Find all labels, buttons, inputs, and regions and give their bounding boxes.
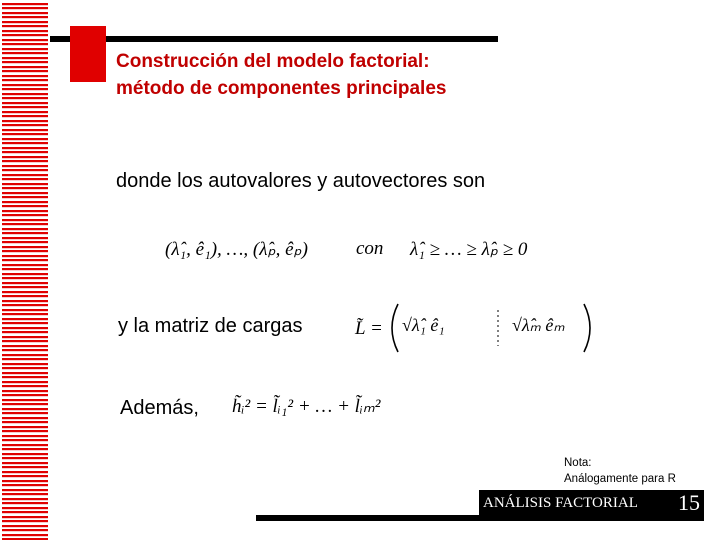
- title-line-2: método de componentes principales: [116, 78, 447, 99]
- stripe-line: [2, 147, 48, 149]
- stripe-line: [2, 430, 48, 432]
- stripe-line: [2, 48, 48, 50]
- stripe-line: [2, 124, 48, 126]
- stripe-line: [2, 507, 48, 509]
- stripe-line: [2, 88, 48, 90]
- note-line-2: Análogamente para R: [564, 473, 676, 485]
- stripe-line: [2, 300, 48, 302]
- stripe-line: [2, 372, 48, 374]
- stripe-line: [2, 367, 48, 369]
- stripe-line: [2, 390, 48, 392]
- stripe-line: [2, 160, 48, 162]
- autovalores-text: donde los autovalores y autovectores son: [116, 170, 486, 192]
- stripe-line: [2, 228, 48, 230]
- stripe-line: [2, 151, 48, 153]
- stripe-line: [2, 457, 48, 459]
- stripe-line: [2, 34, 48, 36]
- stripe-line: [2, 511, 48, 513]
- stripe-line: [2, 75, 48, 77]
- stripe-line: [2, 196, 48, 198]
- stripe-line: [2, 210, 48, 212]
- stripe-line: [2, 120, 48, 122]
- stripe-line: [2, 268, 48, 270]
- stripe-line: [2, 30, 48, 32]
- title-line-1: Construcción del modelo factorial:: [116, 51, 430, 72]
- stripe-line: [2, 345, 48, 347]
- matriz-text: y la matriz de cargas: [118, 315, 303, 337]
- stripe-line: [2, 336, 48, 338]
- loadings-column-1: √λ̂₁ ê₁: [402, 315, 445, 335]
- stripe-line: [2, 444, 48, 446]
- stripe-line: [2, 3, 48, 5]
- stripe-line: [2, 250, 48, 252]
- stripe-line: [2, 475, 48, 477]
- stripe-line: [2, 255, 48, 257]
- stripe-line: [2, 295, 48, 297]
- stripe-line: [2, 282, 48, 284]
- stripe-line: [2, 331, 48, 333]
- formula-con: con: [356, 238, 384, 259]
- stripe-line: [2, 417, 48, 419]
- stripe-line: [2, 484, 48, 486]
- stripe-line: [2, 426, 48, 428]
- stripe-line: [2, 304, 48, 306]
- stripe-line: [2, 489, 48, 491]
- top-rule: [50, 36, 498, 42]
- bottom-rule: [256, 515, 704, 521]
- stripe-line: [2, 327, 48, 329]
- stripe-line: [2, 169, 48, 171]
- stripe-line: [2, 183, 48, 185]
- stripe-line: [2, 214, 48, 216]
- stripe-line: [2, 138, 48, 140]
- decorative-stripe: [0, 0, 52, 540]
- stripe-line: [2, 12, 48, 14]
- stripe-line: [2, 403, 48, 405]
- footer-label: ANÁLISIS FACTORIAL: [483, 495, 638, 511]
- formula-communality: h̃ᵢ² = l̃ᵢ₁² + … + l̃ᵢₘ²: [232, 396, 381, 417]
- stripe-line: [2, 412, 48, 414]
- stripe-line: [2, 493, 48, 495]
- stripe-line: [2, 349, 48, 351]
- stripe-line: [2, 97, 48, 99]
- note: [564, 455, 676, 487]
- slide-title: [116, 48, 446, 102]
- stripe-line: [2, 277, 48, 279]
- stripe-line: [2, 273, 48, 275]
- stripe-line: [2, 322, 48, 324]
- stripe-line: [2, 462, 48, 464]
- formula-loadings-lhs: L̃ =: [355, 318, 383, 339]
- stripe-line: [2, 246, 48, 248]
- stripe-line: [2, 61, 48, 63]
- formula-eigen-order: λ̂₁ ≥ … ≥ λ̂ₚ ≥ 0: [410, 239, 528, 260]
- stripe-line: [2, 57, 48, 59]
- stripe-line: [2, 43, 48, 45]
- stripe-line: [2, 111, 48, 113]
- stripe-line: [2, 385, 48, 387]
- formula-eigen-pairs: (λ̂₁, ê₁), …, (λ̂ₚ, êₚ): [165, 239, 309, 260]
- stripe-line: [2, 318, 48, 320]
- stripe-line: [2, 133, 48, 135]
- stripe-line: [2, 223, 48, 225]
- stripe-line: [2, 66, 48, 68]
- stripe-line: [2, 309, 48, 311]
- stripe-line: [2, 480, 48, 482]
- stripe-line: [2, 102, 48, 104]
- stripe-line: [2, 232, 48, 234]
- stripe-line: [2, 534, 48, 536]
- stripe-line: [2, 52, 48, 54]
- title-accent-block: [70, 26, 106, 82]
- stripe-line: [2, 165, 48, 167]
- stripe-line: [2, 358, 48, 360]
- stripe-line: [2, 354, 48, 356]
- stripe-line: [2, 192, 48, 194]
- page-number: 15: [678, 490, 700, 515]
- stripe-line: [2, 525, 48, 527]
- stripe-line: [2, 291, 48, 293]
- note-line-1: Nota:: [564, 457, 592, 469]
- stripe-line: [2, 178, 48, 180]
- stripe-line: [2, 502, 48, 504]
- stripe-line: [2, 439, 48, 441]
- stripe-line: [2, 115, 48, 117]
- stripe-line: [2, 498, 48, 500]
- stripe-line: [2, 313, 48, 315]
- stripe-line: [2, 421, 48, 423]
- stripe-line: [2, 471, 48, 473]
- stripe-line: [2, 237, 48, 239]
- stripe-line: [2, 219, 48, 221]
- stripe-line: [2, 435, 48, 437]
- stripe-line: [2, 84, 48, 86]
- stripe-line: [2, 408, 48, 410]
- stripe-line: [2, 466, 48, 468]
- stripe-line: [2, 394, 48, 396]
- stripe-line: [2, 363, 48, 365]
- ademas-text: Además,: [120, 397, 199, 419]
- stripe-line: [2, 264, 48, 266]
- stripe-line: [2, 201, 48, 203]
- stripe-line: [2, 340, 48, 342]
- stripe-line: [2, 381, 48, 383]
- stripe-line: [2, 399, 48, 401]
- stripe-line: [2, 448, 48, 450]
- stripe-line: [2, 106, 48, 108]
- stripe-line: [2, 93, 48, 95]
- stripe-line: [2, 259, 48, 261]
- stripe-line: [2, 129, 48, 131]
- stripe-line: [2, 21, 48, 23]
- stripe-line: [2, 142, 48, 144]
- stripe-line: [2, 529, 48, 531]
- stripe-line: [2, 516, 48, 518]
- stripe-line: [2, 79, 48, 81]
- stripe-line: [2, 453, 48, 455]
- stripe-line: [2, 174, 48, 176]
- stripe-line: [2, 39, 48, 41]
- stripe-line: [2, 520, 48, 522]
- loadings-column-m: √λ̂ₘ êₘ: [512, 315, 565, 335]
- stripe-line: [2, 187, 48, 189]
- stripe-line: [2, 70, 48, 72]
- stripe-line: [2, 25, 48, 27]
- stripe-line: [2, 7, 48, 9]
- stripe-line: [2, 241, 48, 243]
- stripe-line: [2, 205, 48, 207]
- stripe-line: [2, 376, 48, 378]
- stripe-line: [2, 156, 48, 158]
- stripe-line: [2, 286, 48, 288]
- stripe-line: [2, 16, 48, 18]
